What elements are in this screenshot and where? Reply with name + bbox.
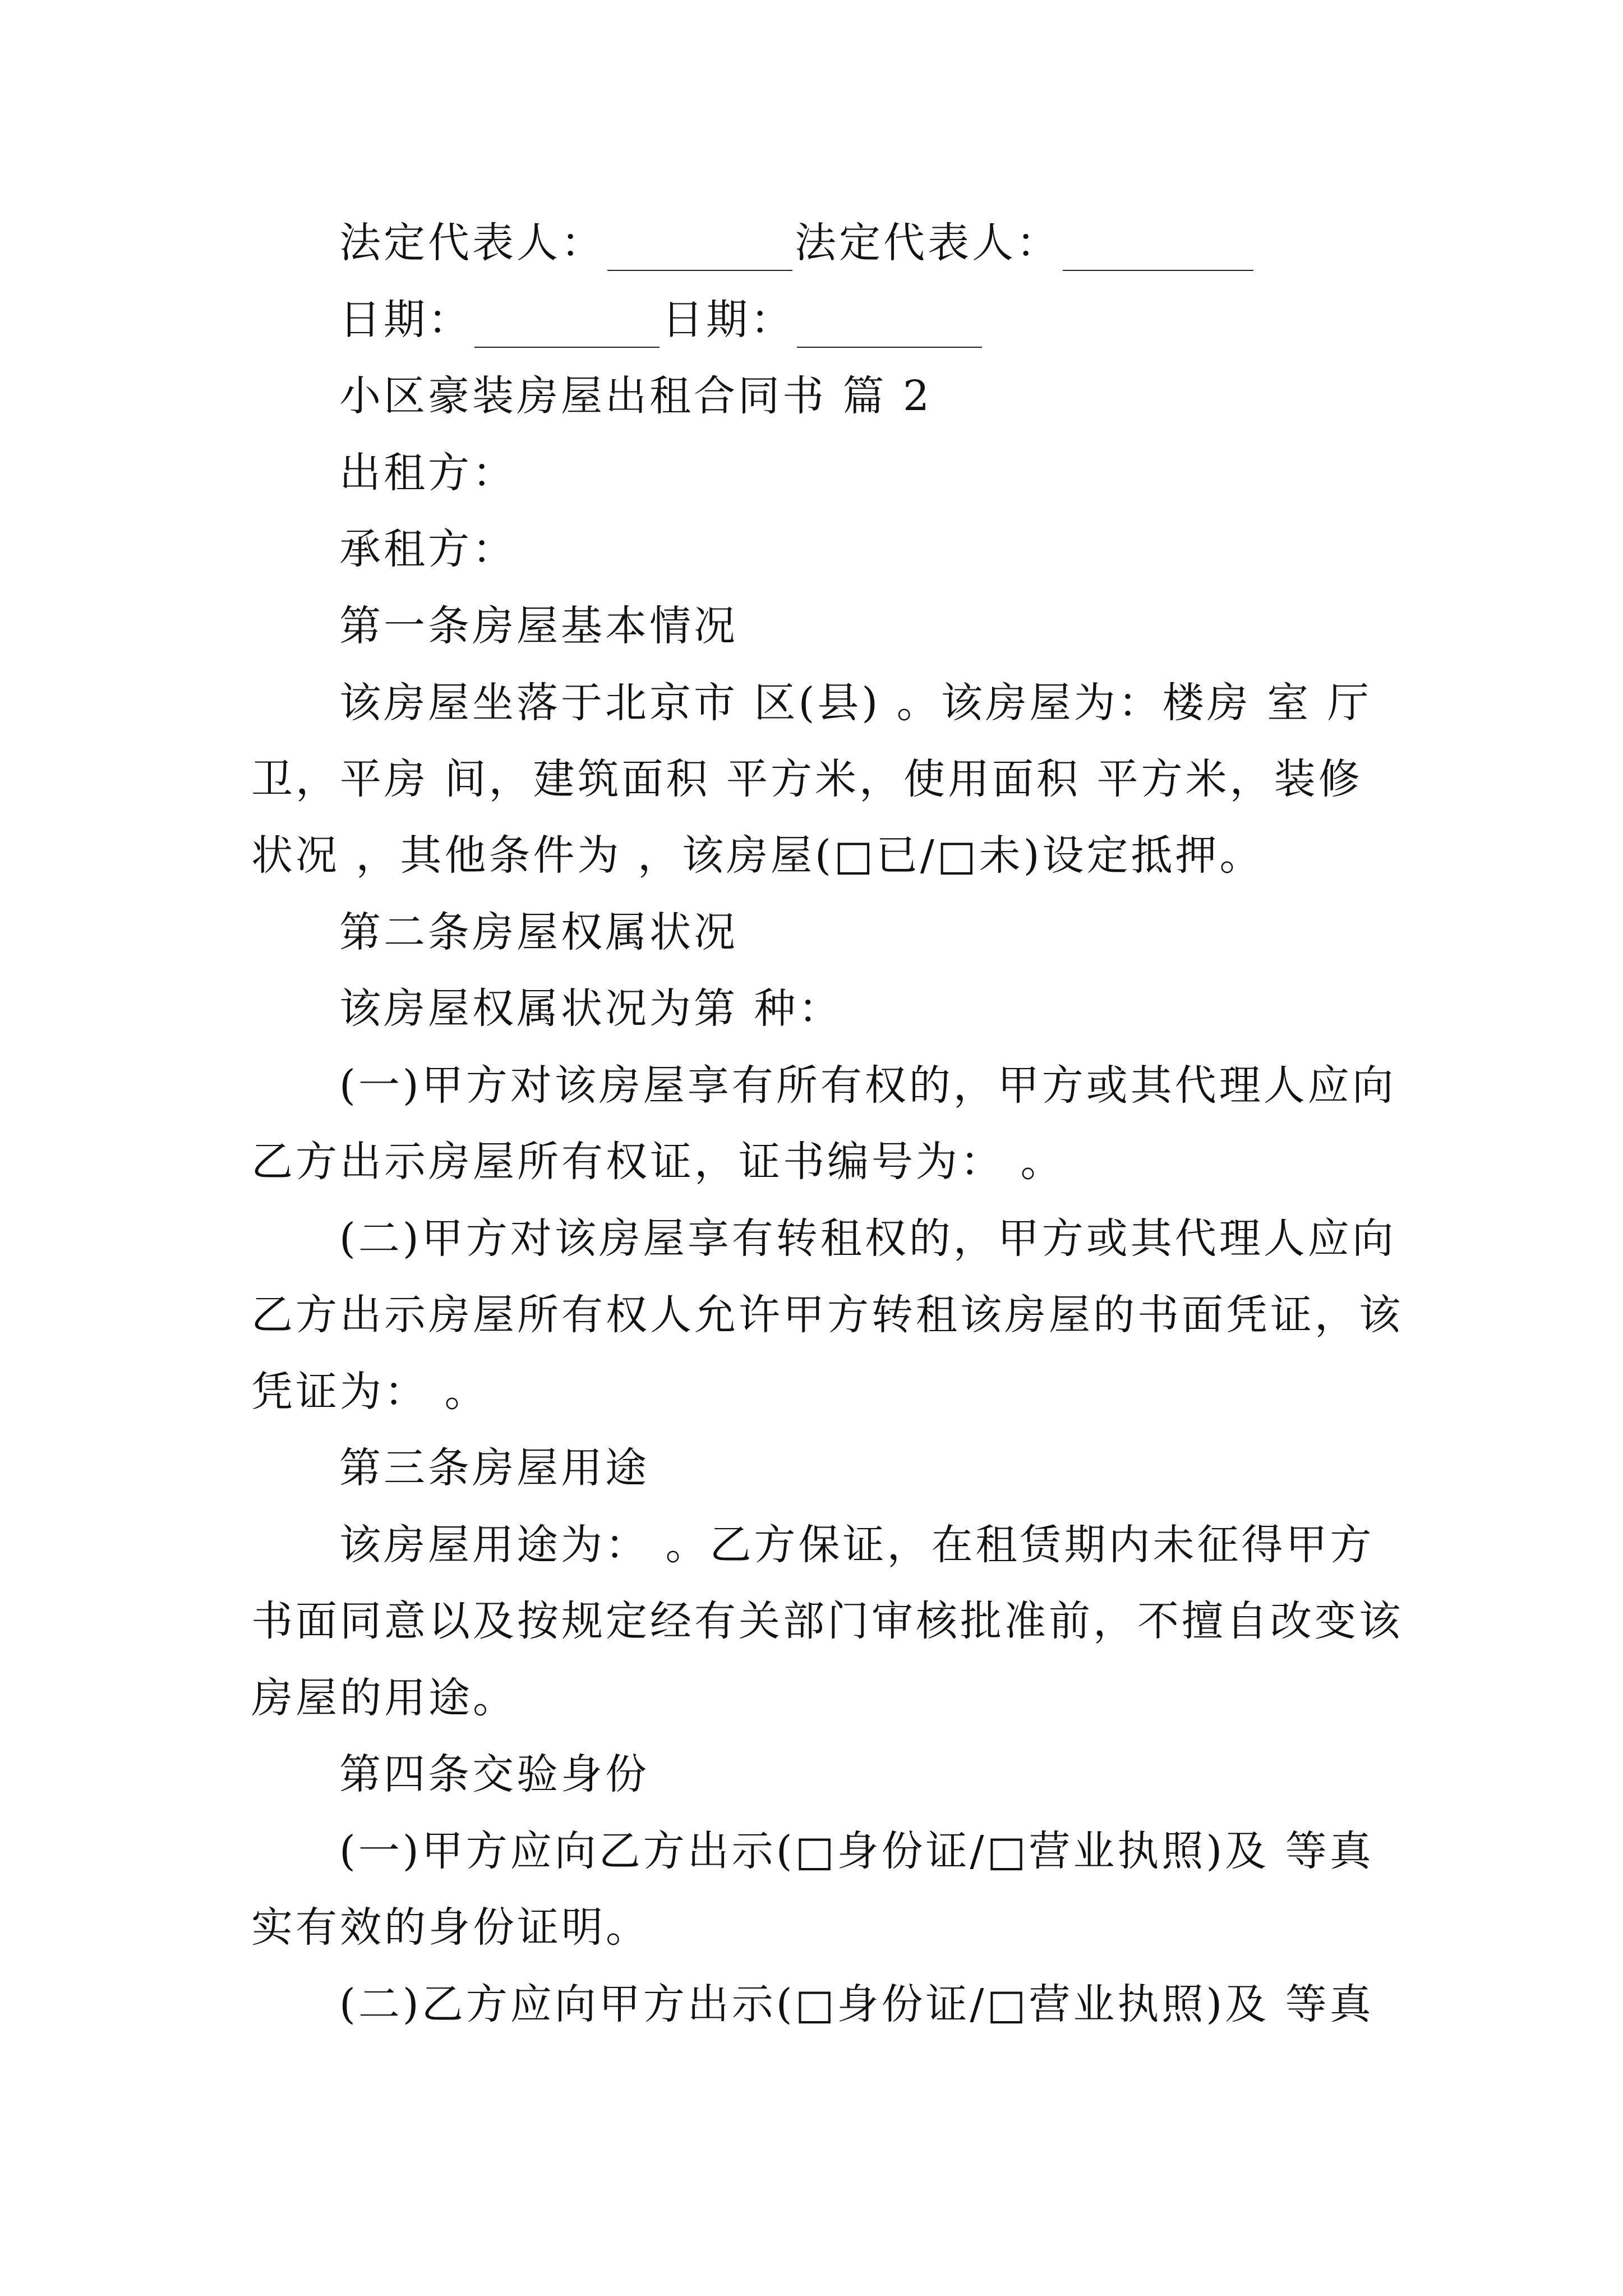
article1-title: 第一条房屋基本情况: [339, 602, 738, 650]
article4-item-line: (一)甲方应向乙方出示(□身份证/□营业执照)及 等真: [339, 1827, 1374, 1875]
article4-item-line: (二)乙方应向甲方出示(□身份证/□营业执照)及 等真: [339, 1980, 1374, 2028]
article2-intro: 该房屋权属状况为第 种：: [339, 984, 843, 1033]
article2-item-line: 凭证为： 。: [251, 1368, 489, 1416]
article2-title: 第二条房屋权属状况: [339, 908, 738, 956]
article4-title: 第四条交验身份: [339, 1750, 649, 1798]
date-blank-party-a: [474, 307, 660, 348]
article3-title: 第三条房屋用途: [339, 1444, 649, 1492]
lessor-line: 出租方：: [339, 449, 517, 497]
article1-text-line: 该房屋坐落于北京市 区(县) 。该房屋为：楼房 室 厅: [339, 679, 1372, 727]
article1-text-line: 卫，平房 间，建筑面积 平方米，使用面积 平方米，装修: [251, 755, 1363, 803]
article2-item-line: 乙方出示房屋所有权人允许甲方转租该房屋的书面凭证，该: [251, 1291, 1403, 1339]
article3-text-line: 房屋的用途。: [251, 1674, 517, 1722]
legal-rep-label-party-a: 法定代表人：: [339, 219, 605, 267]
article3-text-line: 该房屋用途为： 。乙方保证，在租赁期内未征得甲方: [339, 1521, 1375, 1569]
legal-rep-blank-party-a: [607, 231, 792, 271]
legal-rep-label-party-b: 法定代表人：: [795, 219, 1061, 267]
article1-text-line: 状况 ，其他条件为 ，该房屋(□已/□未)设定抵押。: [251, 831, 1264, 880]
date-label-party-a: 日期：: [339, 296, 472, 344]
contract-heading: 小区豪装房屋出租合同书 篇 2: [339, 372, 933, 420]
signature-rep-line: [339, 215, 1256, 271]
article4-item-line: 实有效的身份证明。: [251, 1903, 650, 1952]
article2-item-line: 乙方出示房屋所有权证，证书编号为： 。: [251, 1138, 1065, 1186]
date-blank-party-b: [797, 307, 982, 348]
date-label-party-b: 日期：: [662, 296, 795, 344]
legal-rep-blank-party-b: [1063, 231, 1253, 271]
signature-date-line: [339, 292, 984, 348]
article2-item-line: (一)甲方对该房屋享有所有权的，甲方或其代理人应向: [339, 1061, 1396, 1110]
lessee-line: 承租方：: [339, 525, 517, 573]
article2-item-line: (二)甲方对该房屋享有转租权的，甲方或其代理人应向: [339, 1214, 1396, 1263]
article3-text-line: 书面同意以及按规定经有关部门审核批准前，不擅自改变该: [251, 1597, 1403, 1645]
